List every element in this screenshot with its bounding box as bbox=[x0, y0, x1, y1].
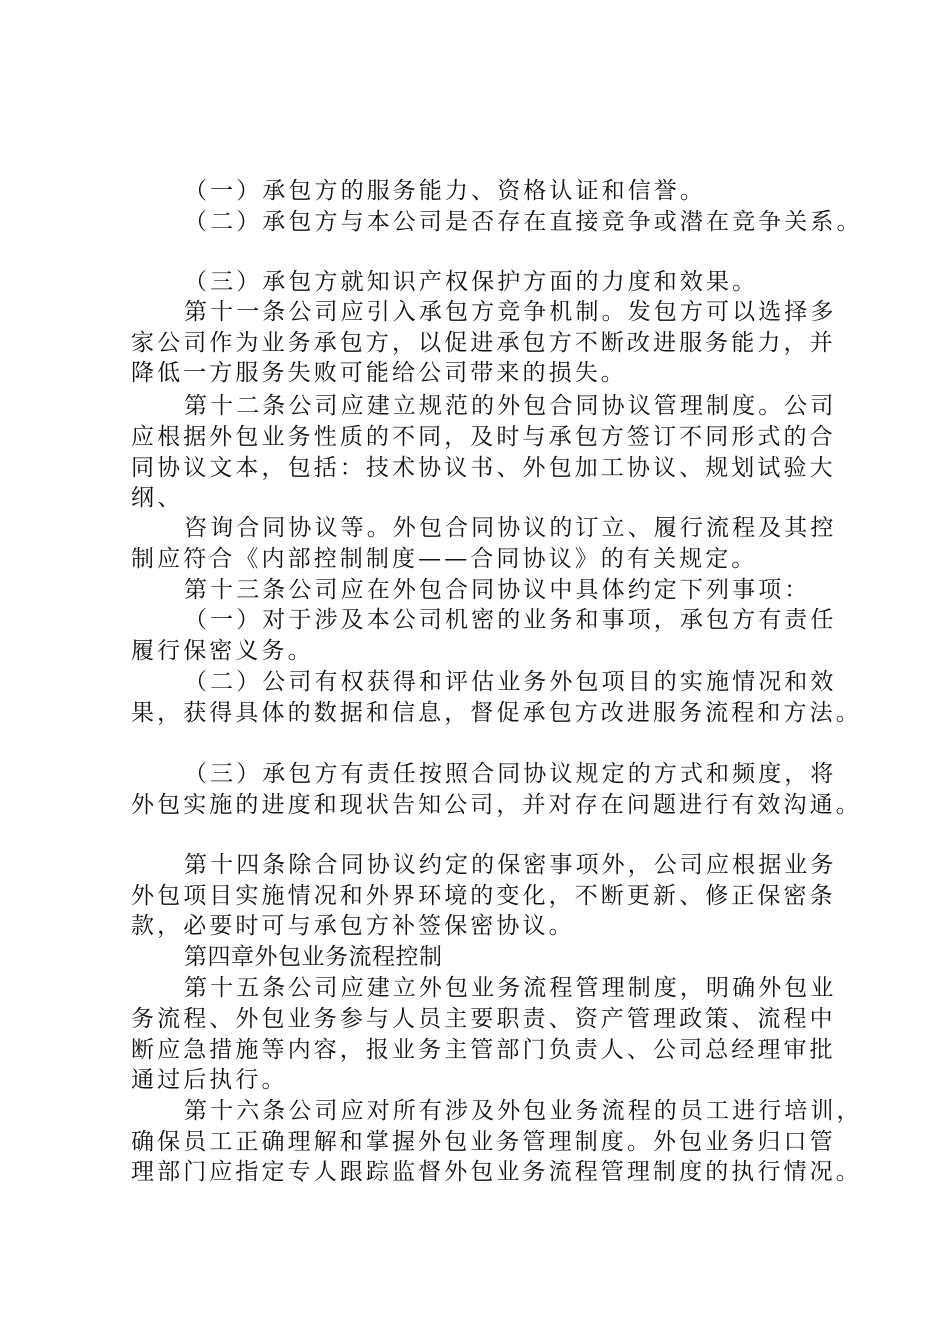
text-line: 款，必要时可与承包方补签保密协议。 bbox=[131, 913, 575, 939]
text-line: 通过后执行。 bbox=[131, 1067, 288, 1093]
text-line: 纲、 bbox=[131, 485, 184, 511]
text-line: 第十六条公司应对所有涉及外包业务流程的员工进行培训， bbox=[184, 1098, 863, 1124]
text-line: （三）承包方就知识产权保护方面的力度和效果。 bbox=[184, 269, 759, 295]
text-line: 外包项目实施情况和外界环境的变化，不断更新、修正保密条 bbox=[131, 883, 836, 909]
text-line: 履行保密义务。 bbox=[131, 638, 314, 664]
text-line: 确保员工正确理解和掌握外包业务管理制度。外包业务归口管 bbox=[131, 1129, 836, 1155]
text-line: 务流程、外包业务参与人员主要职责、资产管理政策、流程中 bbox=[131, 1006, 836, 1032]
text-line: 第十五条公司应建立外包业务流程管理制度，明确外包业 bbox=[184, 975, 837, 1001]
text-line: 降低一方服务失败可能给公司带来的损失。 bbox=[131, 360, 627, 386]
text-line: （三）承包方有责任按照合同协议规定的方式和频度，将 bbox=[184, 761, 837, 787]
text-line: 应根据外包业务性质的不同，及时与承包方签订不同形式的合 bbox=[131, 424, 836, 450]
text-line: （一）承包方的服务能力、资格认证和信誉。 bbox=[184, 178, 706, 204]
text-line: 咨询合同协议等。外包合同协议的订立、履行流程及其控 bbox=[184, 515, 837, 541]
text-line: （一）对于涉及本公司机密的业务和事项，承包方有责任 bbox=[184, 607, 837, 633]
text-line: 理部门应指定专人跟踪监督外包业务流程管理制度的执行情况。 bbox=[131, 1159, 862, 1185]
text-line: 第十三条公司应在外包合同协议中具体约定下列事项： bbox=[184, 577, 811, 603]
text-line: 第十四条除合同协议约定的保密事项外，公司应根据业务 bbox=[184, 852, 837, 878]
text-line: 果，获得具体的数据和信息，督促承包方改进服务流程和方法。 bbox=[131, 700, 862, 726]
text-line: 制应符合《内部控制制度——合同协议》的有关规定。 bbox=[131, 546, 758, 572]
text-line: 第十一条公司应引入承包方竞争机制。发包方可以选择多 bbox=[184, 299, 837, 325]
text-line: 同协议文本，包括：技术协议书、外包加工协议、规划试验大 bbox=[131, 455, 836, 481]
text-line: （二）公司有权获得和评估业务外包项目的实施情况和效 bbox=[184, 669, 837, 695]
text-line: 外包实施的进度和现状告知公司，并对存在问题进行有效沟通。 bbox=[131, 792, 862, 818]
text-line: 断应急措施等内容，报业务主管部门负责人、公司总经理审批 bbox=[131, 1037, 836, 1063]
text-line: 家公司作为业务承包方，以促进承包方不断改进服务能力，并 bbox=[131, 330, 836, 356]
text-line: 第十二条公司应建立规范的外包合同协议管理制度。公司 bbox=[184, 393, 837, 419]
text-line: （二）承包方与本公司是否存在直接竞争或潜在竞争关系。 bbox=[184, 209, 863, 235]
chapter-heading: 第四章外包业务流程控制 bbox=[184, 944, 443, 970]
